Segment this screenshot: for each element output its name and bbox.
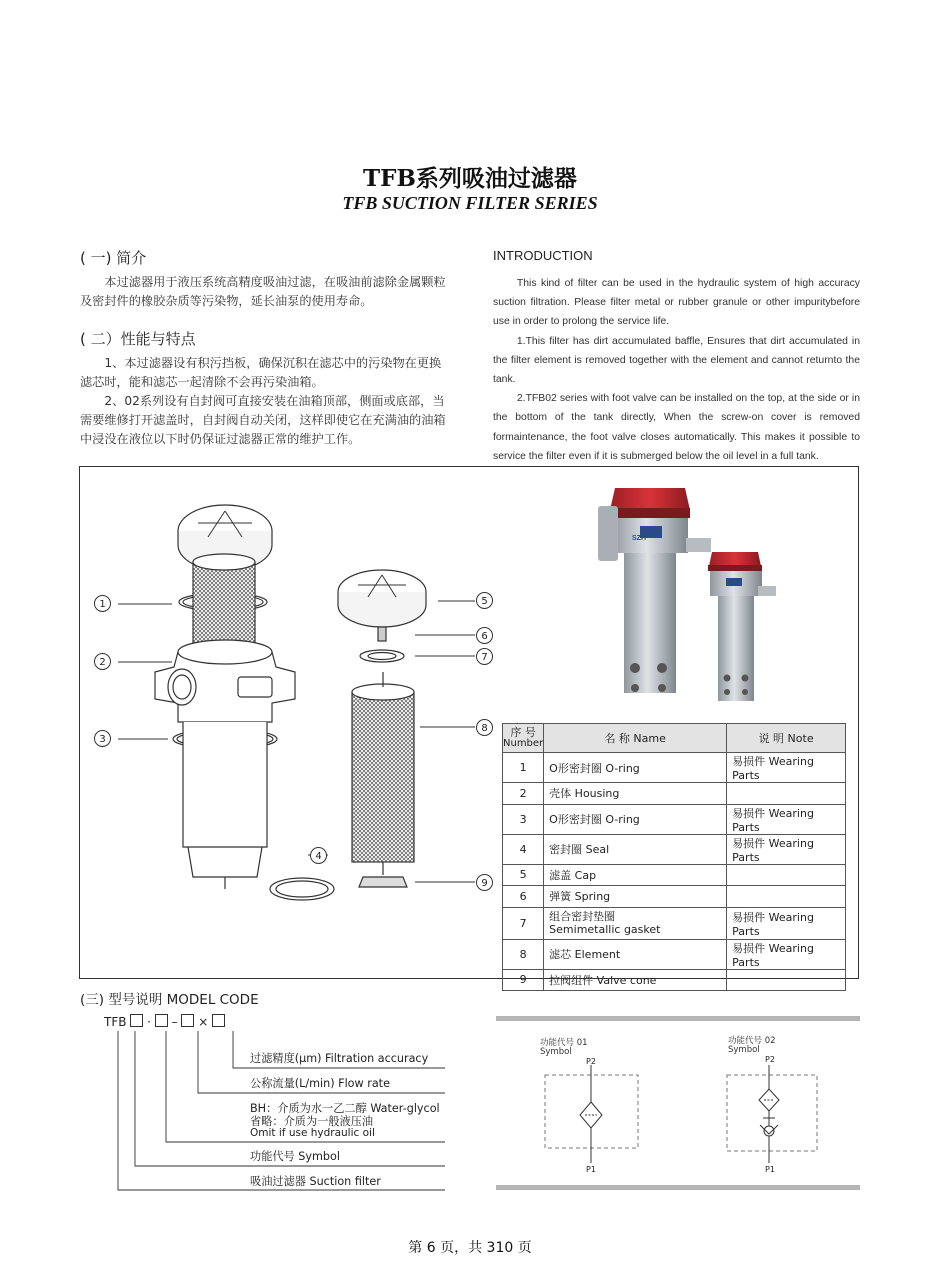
model-code-pattern — [104, 1014, 225, 1029]
row-name: 滤盖 Cap — [544, 864, 727, 886]
row-number: 3 — [503, 804, 544, 834]
photo-brand-large: SZH — [632, 535, 646, 542]
symbol-01-port-bottom: P1 — [586, 1165, 596, 1174]
callout-3: 3 — [94, 730, 111, 747]
large-filter-unit — [598, 488, 711, 693]
exploded-view-drawing — [80, 467, 500, 977]
row-number: 5 — [503, 864, 544, 886]
features-heading-cn: ( 二）性能与特点 — [80, 330, 196, 348]
page-title-en: TFB SUCTION FILTER SERIES — [342, 193, 598, 213]
header-number-cn: 序 号 — [510, 726, 536, 739]
row-number: 2 — [503, 783, 544, 805]
table-row — [503, 834, 846, 864]
callout-2: 2 — [94, 653, 111, 670]
row-name: O形密封圈 O-ring — [544, 804, 727, 834]
symbol-01-diagram — [540, 1055, 650, 1180]
symbol-01-label-en: Symbol — [540, 1047, 572, 1057]
header-name: 名 称 Name — [544, 724, 727, 753]
label-filtration-accuracy: 过滤精度(μm) Filtration accuracy — [250, 1052, 429, 1065]
table-row — [503, 939, 846, 969]
callout-6: 6 — [476, 627, 493, 644]
intro-text-cn: 本过滤器用于液压系统高精度吸油过滤，在吸油前滤除金属颗粒及密封件的橡胶杂质等污染物，延长油泵的使用寿命。 — [80, 275, 446, 308]
page-title-cn: TFB系列吸油过滤器 — [363, 165, 577, 192]
filter-assembly-right — [338, 570, 426, 887]
media-code-box — [155, 1014, 168, 1027]
feature-2-cn: 2、02系列设有自封阀可直接安装在油箱顶部，侧面或底部，当需要维修打开滤盖时，自封阀自动关闭，这样即使它在充满油的油箱中浸没在液位以下时仍保证过滤器正常的维护工作。 — [80, 394, 446, 446]
label-symbol: 功能代号 Symbol — [250, 1150, 340, 1163]
row-note: 易损件 Wearing Parts — [727, 804, 846, 834]
intro-body-cn — [80, 273, 448, 311]
feature-1-cn: 1、本过滤器设有积污挡板，确保沉积在滤芯中的污染物在更换滤芯时，能和滤芯一起清除不会再污染油箱。 — [80, 356, 442, 389]
row-name: 弹簧 Spring — [544, 886, 727, 908]
model-code-heading: (三) 型号说明 MODEL CODE — [80, 992, 259, 1008]
symbol-02-port-top: P2 — [765, 1055, 775, 1064]
feature-2-en: 2.TFB02 series with foot valve can be installed on the top, at the side or in the bottom of the tank directly, When the screw-on cover is removed formaintenance, the foot valve closes automatically. This makes it possible to service the filter even if it is submerged below the oil level in a full tank. — [493, 393, 860, 462]
feature-1-en: 1.This filter has dirt accumulated baffle, Ensures that dirt accumulated in the filter element is removed together with the element and cannot returnto the tank. — [493, 335, 860, 386]
row-name: 拉阀组件 Valve cone — [544, 969, 727, 991]
row-note — [727, 783, 846, 805]
table-row — [503, 864, 846, 886]
symbol-01-label: 功能代号 01 — [540, 1038, 588, 1048]
row-note: 易损件 Wearing Parts — [727, 907, 846, 939]
symbol-02-port-bottom: P1 — [765, 1165, 775, 1174]
intro-heading-en: INTRODUCTION — [493, 248, 593, 263]
row-note: 易损件 Wearing Parts — [727, 753, 846, 783]
row-number: 8 — [503, 939, 544, 969]
callout-4: 4 — [310, 847, 327, 864]
callout-9: 9 — [476, 874, 493, 891]
symbol-code-box — [130, 1014, 143, 1027]
row-number: 4 — [503, 834, 544, 864]
label-suction-filter: 吸油过滤器 Suction filter — [250, 1175, 381, 1188]
parts-table — [502, 723, 846, 991]
row-name — [544, 907, 727, 939]
header-note: 说 明 Note — [727, 724, 846, 753]
row-name-cn: 组合密封垫圈 — [549, 910, 616, 923]
row-note: 易损件 Wearing Parts — [727, 834, 846, 864]
row-note — [727, 864, 846, 886]
row-number: 6 — [503, 886, 544, 908]
page-footer: 第 6 页，共 310 页 — [408, 1240, 532, 1256]
small-filter-unit — [708, 552, 776, 701]
callout-5: 5 — [476, 592, 493, 609]
model-sep-dot: · — [147, 1015, 151, 1029]
intro-heading-cn: ( 一) 简介 — [80, 249, 147, 267]
row-name: 滤芯 Element — [544, 939, 727, 969]
row-number: 9 — [503, 969, 544, 991]
label-flow-rate: 公称流量(L/min) Flow rate — [250, 1077, 390, 1090]
table-row — [503, 804, 846, 834]
symbol-01-port-top: P2 — [586, 1057, 596, 1066]
model-sep-dash: – — [171, 1015, 178, 1029]
callout-8: 8 — [476, 719, 493, 736]
table-row — [503, 907, 846, 939]
table-row — [503, 753, 846, 783]
leader-lines — [118, 601, 475, 882]
row-name: O形密封圈 O-ring — [544, 753, 727, 783]
row-number: 7 — [503, 907, 544, 939]
callout-7: 7 — [476, 648, 493, 665]
label-water-glycol: BH：介质为水一乙二醇 Water-glycol — [250, 1102, 440, 1115]
header-number-en: Number — [503, 738, 544, 749]
header-number — [503, 724, 544, 753]
row-name: 壳体 Housing — [544, 783, 727, 805]
row-note — [727, 886, 846, 908]
row-note: 易损件 Wearing Parts — [727, 939, 846, 969]
symbol-02-label-en: Symbol — [728, 1045, 760, 1055]
table-row — [503, 969, 846, 991]
model-prefix: TFB — [104, 1015, 127, 1029]
label-omit-en: Omit if use hydraulic oil — [250, 1127, 375, 1139]
row-number: 1 — [503, 753, 544, 783]
table-row — [503, 886, 846, 908]
callout-1: 1 — [94, 595, 111, 612]
intro-body-en — [493, 274, 860, 466]
row-name: 密封圈 Seal — [544, 834, 727, 864]
label-omit-cn: 省略：介质为一般液压油 — [250, 1115, 374, 1128]
row-name-en: Semimetallic gasket — [549, 923, 661, 936]
symbol-02-diagram — [722, 1055, 832, 1180]
filter-assembly-left — [155, 505, 334, 900]
parts-table-header — [503, 724, 846, 753]
symbol-02-label: 功能代号 02 — [728, 1036, 776, 1046]
row-note — [727, 969, 846, 991]
table-row — [503, 783, 846, 805]
features-body-cn — [80, 354, 448, 449]
accuracy-code-box — [212, 1014, 225, 1027]
product-photo — [590, 478, 790, 708]
flow-code-box — [181, 1014, 194, 1027]
intro-text-en: This kind of filter can be used in the hydraulic system of high accuracy suction filtration. Please filter metal or rubber granule or other impuritybefore use in order to prolong the service life. — [493, 278, 860, 328]
model-sep-times: × — [198, 1015, 209, 1029]
